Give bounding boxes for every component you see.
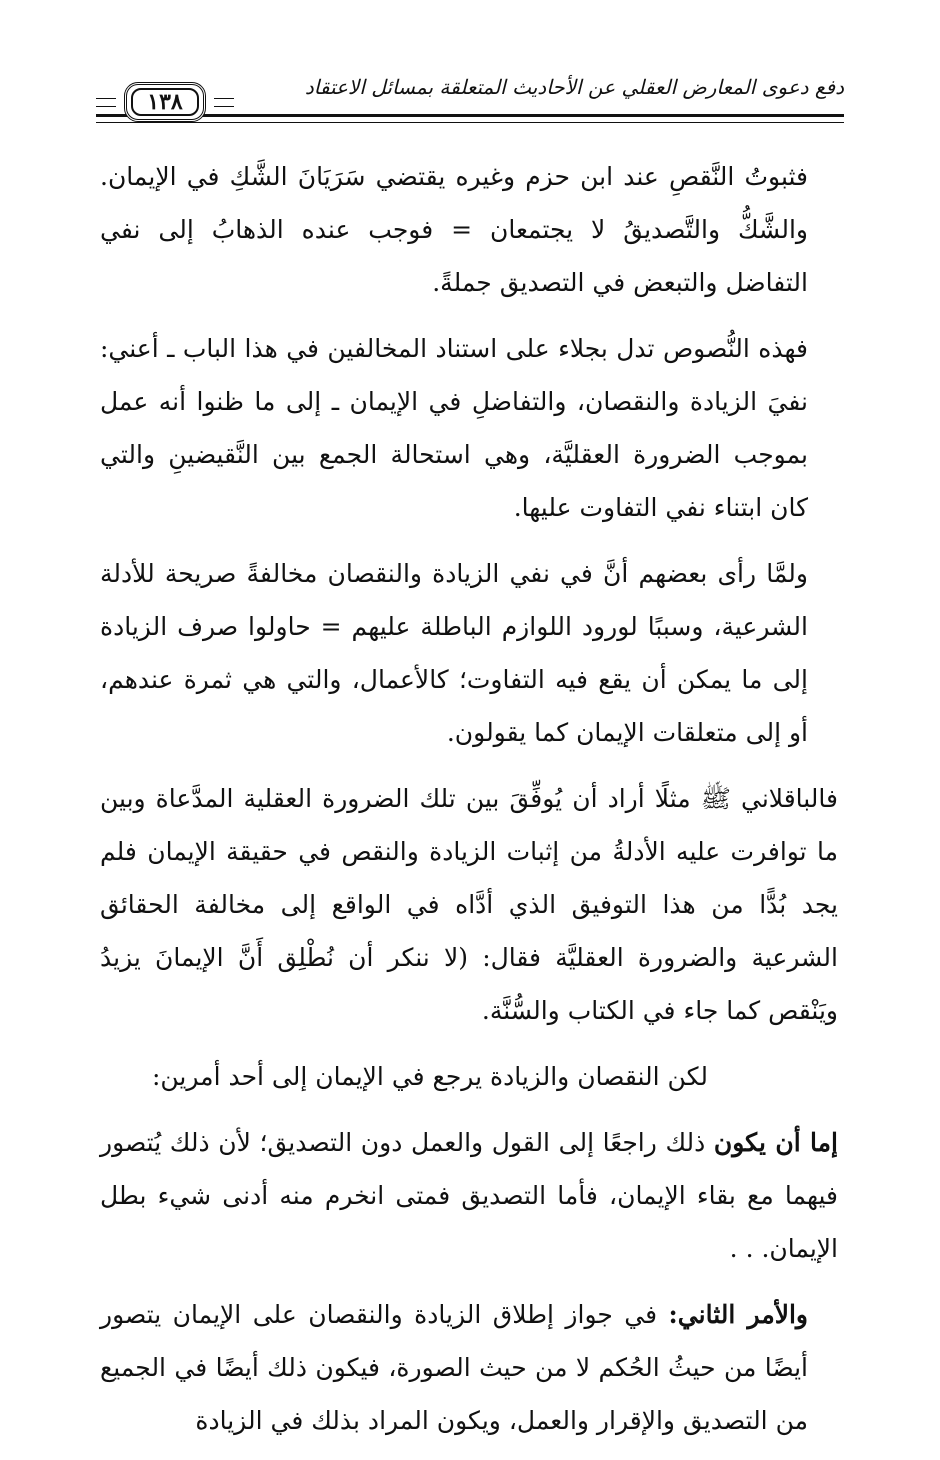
paragraph-text: ولمَّا رأى بعضهم أنَّ في نفي الزيادة والنقصان مخالفةً صريحة للأدلة الشرعية، وسببًا لورود اللوازم الباطلة عليهم = حاولوا صرف الزيادة إلى ما يمكن أن يقع فيه التفاوت؛ كالأعمال، والتي هي ثمرة عندهم، أو إلى متعلقات الإيمان كما يقولون. xyxy=(100,559,808,747)
header-ornament-left xyxy=(96,98,116,107)
paragraph-text: فهذه النُّصوص تدل بجلاء على استناد المخالفين في هذا الباب ـ أعني: نفيَ الزيادة والنقصان، والتفاضلِ في الإيمان ـ إلى ما ظنوا أنه عمل بموجب الضرورة العقليَّة، وهي استحالة الجمع بين النَّقيضينِ والتي كان ابتناء نفي التفاوت عليها. xyxy=(100,334,808,522)
paragraph-2 xyxy=(100,322,838,534)
paragraph-3 xyxy=(100,547,838,759)
paragraph-text: لكن النقصان والزيادة يرجع في الإيمان إلى أحد أمرين: xyxy=(151,1062,708,1091)
running-title: دفع دعوى المعارض العقلي عن الأحاديث المتعلقة بمسائل الاعتقاد xyxy=(304,75,844,99)
paragraph-6 xyxy=(100,1116,838,1275)
page-number: ١٣٨ xyxy=(131,88,199,116)
paragraph-1 xyxy=(100,150,838,309)
paragraph-7 xyxy=(100,1288,838,1447)
header-rule-thin xyxy=(96,122,844,123)
paragraph-lead: والأمر الثاني: xyxy=(668,1300,808,1329)
body-text xyxy=(100,150,838,1460)
paragraph-text: ذلك راجعًا إلى القول والعمل دون التصديق؛ لأن ذلك يُتصور فيهما مع بقاء الإيمان، فأما التصديق فمتى انخرم منه أدنى شيء بطل الإيمان. . . xyxy=(100,1128,838,1263)
header-ornament-right xyxy=(214,98,234,107)
header-rule-thick xyxy=(96,114,844,117)
paragraph-5 xyxy=(100,1050,838,1103)
paragraph-lead: إما أن يكون xyxy=(713,1128,838,1157)
paragraph-text: فثبوتُ النَّقصِ عند ابن حزم وغيره يقتضي سَرَيَانَ الشَّكِ في الإيمان. والشَّكُّ والتَّصديقُ لا يجتمعان = فوجب عنده الذهابُ إلى نفي التفاضل والتبعض في التصديق جملةً. xyxy=(100,162,808,297)
paragraph-text: في جواز إطلاق الزيادة والنقصان على الإيمان يتصور أيضًا من حيثُ الحُكم لا من حيث الصورة، فيكون ذلك أيضًا في الجميع من التصديق والإقرار والعمل، ويكون المراد بذلك في الزيادة xyxy=(100,1300,808,1435)
page-number-frame xyxy=(124,82,206,122)
paragraph-4 xyxy=(100,772,838,1037)
page-header xyxy=(96,60,844,130)
paragraph-text: فالباقلاني ﷺ مثلًا أراد أن يُوفِّقَ بين تلك الضرورة العقلية المدَّعاة وبين ما توافرت عليه الأدلةُ من إثبات الزيادة والنقص في حقيقة الإيمان فلم يجد بُدًّا من هذا التوفيق الذي أدَّاه في الواقع إلى مخالفة الحقائق الشرعية والضرورة العقليَّة فقال: (لا ننكر أن نُطْلِق أَنَّ الإيمانَ يزيدُ ويَنْقص كما جاء في الكتاب والسُّنَّة. xyxy=(100,784,838,1025)
